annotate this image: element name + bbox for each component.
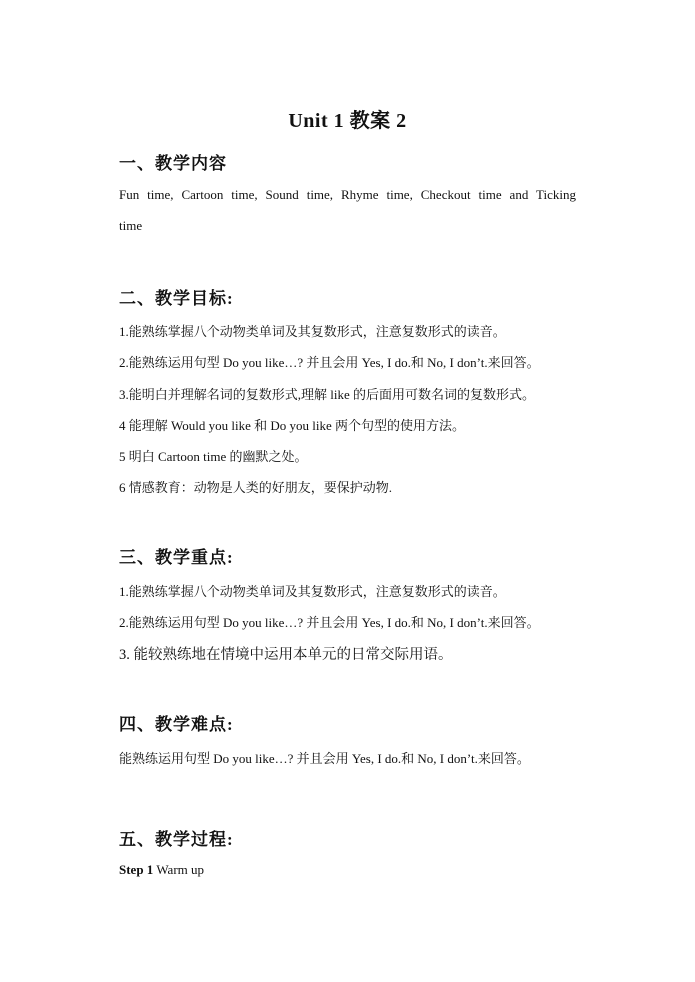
objective-item: 4 能理解 Would you like 和 Do you like 两个句型的使用方法。 (119, 418, 465, 433)
objective-item: 3.能明白并理解名词的复数形式,理解 like 的后面用可数名词的复数形式。 (119, 387, 535, 402)
heading-key-points: 三、教学重点: (119, 548, 234, 567)
heading-process: 五、教学过程: (119, 830, 234, 849)
objective-item: 6 情感教育：动物是人类的好朋友，要保护动物. (119, 480, 393, 495)
content-text-line2: time (119, 218, 143, 233)
objective-item: 2.能熟练运用句型 Do you like…? 并且会用 Yes, I do.和 No, I don’t.来回答。 (119, 355, 540, 370)
key-point-item: 3. 能较熟练地在情境中运用本单元的日常交际用语。 (119, 647, 453, 663)
step-text: Warm up (153, 862, 205, 877)
heading-difficulties: 四、教学难点: (119, 715, 234, 734)
content-text-line1: Fun time, Cartoon time, Sound time, Rhyme time, Checkout time and Ticking (119, 187, 576, 202)
key-point-item: 1.能熟练掌握八个动物类单词及其复数形式，注意复数形式的读音。 (119, 584, 506, 599)
process-step (119, 862, 204, 878)
objective-item: 1.能熟练掌握八个动物类单词及其复数形式，注意复数形式的读音。 (119, 324, 506, 339)
step-label: Step 1 (119, 862, 154, 877)
page-title: Unit 1 教案 2 (288, 110, 407, 132)
objective-item: 5 明白 Cartoon time 的幽默之处。 (119, 449, 308, 464)
key-point-item: 2.能熟练运用句型 Do you like…? 并且会用 Yes, I do.和 No, I don’t.来回答。 (119, 615, 540, 630)
difficulties-text: 能熟练运用句型 Do you like…? 并且会用 Yes, I do.和 No, I don’t.来回答。 (119, 751, 530, 766)
heading-objectives: 二、教学目标: (119, 289, 234, 308)
heading-content: 一、教学内容 (119, 154, 227, 173)
